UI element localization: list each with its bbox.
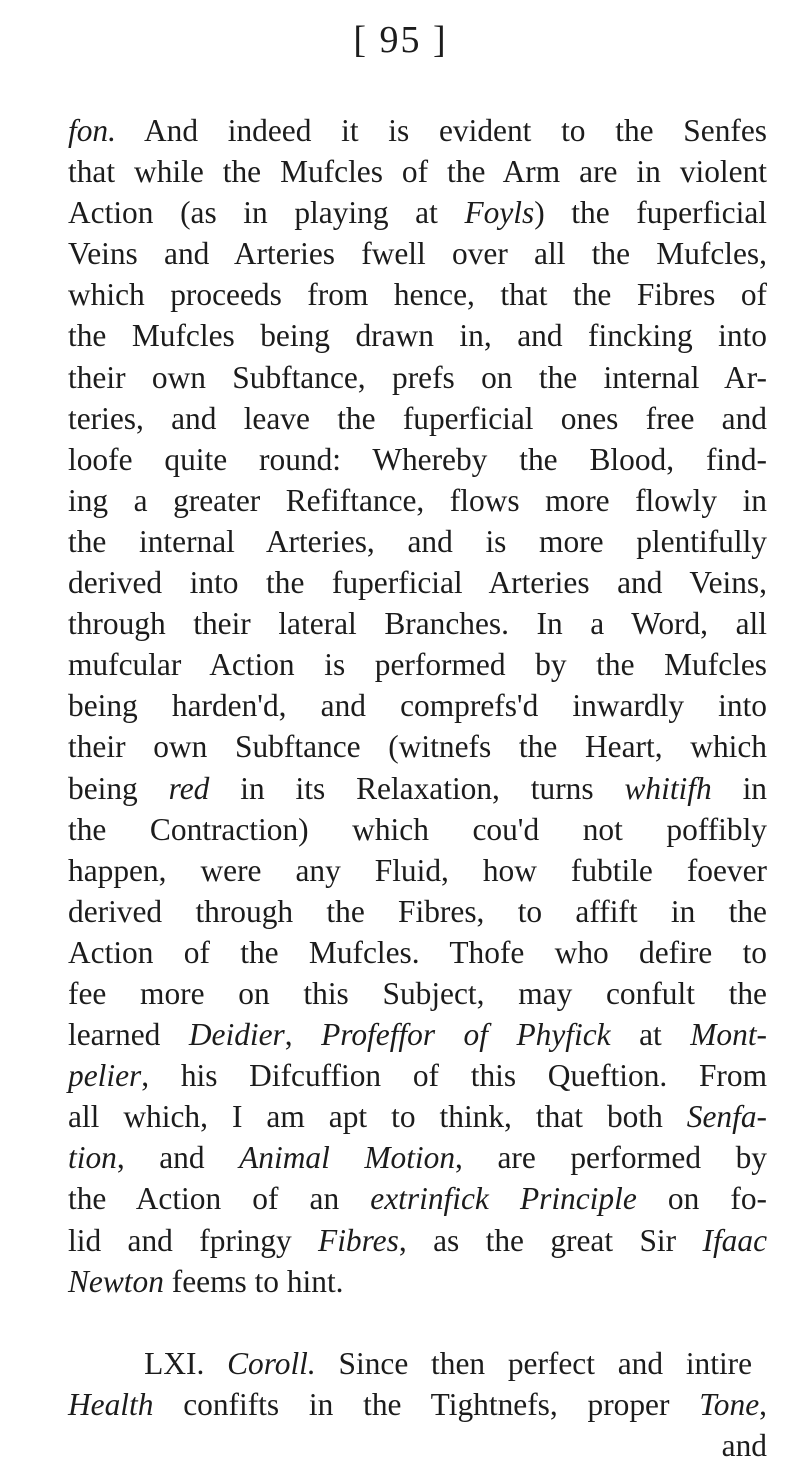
text-segment: the Mufcles being drawn in, and fincking into bbox=[68, 318, 767, 354]
italic-text: Animal Motion bbox=[239, 1140, 456, 1176]
text-line bbox=[68, 562, 767, 603]
text-segment: fee more on this Subject, may confult the bbox=[68, 975, 767, 1011]
text-line bbox=[68, 233, 767, 274]
text-line bbox=[68, 850, 767, 891]
text-line bbox=[68, 809, 767, 850]
italic-text: Coroll. bbox=[227, 1345, 316, 1381]
text-line bbox=[68, 1014, 767, 1055]
italic-text: extrinfick Principle bbox=[370, 1181, 637, 1217]
text-segment: loofe quite round: Whereby the Blood, find- bbox=[68, 441, 767, 477]
text-segment: at bbox=[610, 1017, 691, 1053]
text-line bbox=[68, 1302, 767, 1343]
text-segment: , his Difcuffion of this Queftion. From bbox=[141, 1058, 767, 1094]
text-segment: And indeed it is evident to the Senfes bbox=[115, 113, 767, 148]
text-segment: , are performed by bbox=[455, 1140, 767, 1176]
text-line bbox=[68, 521, 767, 562]
text-line bbox=[68, 685, 767, 726]
italic-text: pelier bbox=[68, 1058, 142, 1094]
text-segment: all which, I am apt to think, that both bbox=[68, 1099, 687, 1135]
text-segment: , bbox=[759, 1386, 767, 1422]
italic-text: tion bbox=[68, 1140, 117, 1176]
text-segment: in its Relaxation, turns bbox=[209, 770, 625, 806]
text-segment: the internal Arteries, and is more plentifully bbox=[68, 523, 767, 559]
text-line bbox=[68, 973, 767, 1014]
italic-text: Foyls bbox=[464, 195, 535, 231]
text-segment: through their lateral Branches. In a Word, all bbox=[68, 606, 767, 642]
text-segment: the Action of an bbox=[68, 1181, 371, 1217]
text-line bbox=[68, 439, 767, 480]
italic-text: Newton bbox=[68, 1263, 164, 1299]
text-line bbox=[68, 1220, 767, 1261]
text-segment: being harden'd, and comprefs'd inwardly into bbox=[68, 688, 767, 724]
text-line bbox=[68, 1096, 767, 1137]
text-segment: lid and fpringy bbox=[68, 1222, 319, 1258]
text-segment: , and bbox=[116, 1140, 240, 1176]
text-segment: their own Subftance (witnefs the Heart, which bbox=[68, 729, 767, 765]
page-number: [ 95 ] bbox=[353, 19, 448, 61]
text-line bbox=[68, 480, 767, 521]
text-segment: which proceeds from hence, that the Fibres of bbox=[68, 277, 767, 313]
text-segment: LXI. bbox=[68, 1345, 228, 1381]
text-segment: Action (as in playing at bbox=[68, 195, 465, 231]
italic-text: Mont- bbox=[690, 1017, 767, 1053]
text-line bbox=[68, 644, 767, 685]
text-segment: Since then perfect and intire bbox=[315, 1345, 753, 1381]
text-segment: confifts in the Tightnefs, proper bbox=[153, 1386, 700, 1422]
text-line bbox=[68, 398, 767, 439]
text-segment: Veins and Arteries fwell over all the Mufcles, bbox=[68, 236, 767, 272]
text-segment: on fo- bbox=[636, 1181, 767, 1217]
text-segment: ) the fuperficial bbox=[534, 195, 767, 231]
text-segment: their own Subftance, prefs on the internal Ar- bbox=[68, 359, 767, 395]
text-segment: Action of the Mufcles. Thofe who defire to bbox=[68, 934, 767, 970]
text-line bbox=[68, 151, 767, 192]
text-line bbox=[68, 1055, 767, 1096]
catchword-line bbox=[68, 1425, 767, 1466]
text-line bbox=[68, 1261, 767, 1302]
text-line bbox=[68, 1178, 767, 1219]
text-line bbox=[68, 726, 767, 767]
italic-text: whitifh bbox=[624, 770, 712, 806]
italic-text: Tone bbox=[699, 1386, 760, 1422]
text-line bbox=[68, 110, 767, 151]
italic-text: Deidier bbox=[188, 1017, 285, 1053]
text-line bbox=[68, 315, 767, 356]
text-line bbox=[68, 768, 767, 809]
italic-text: fon. bbox=[68, 113, 116, 148]
italic-text: Ifaac bbox=[702, 1222, 767, 1258]
text-line bbox=[68, 932, 767, 973]
text-line bbox=[68, 603, 767, 644]
italic-text: Senfa- bbox=[686, 1099, 767, 1135]
text-segment: derived through the Fibres, to affift in the bbox=[68, 893, 767, 929]
text-line bbox=[68, 192, 767, 233]
text-segment: that while the Mufcles of the Arm are in violent bbox=[68, 154, 767, 190]
italic-text: red bbox=[168, 770, 210, 806]
catchword: and bbox=[721, 1428, 767, 1463]
text-line bbox=[68, 1384, 767, 1425]
text-line bbox=[68, 357, 767, 398]
italic-text: Profeffor of Phyfick bbox=[321, 1017, 611, 1053]
text-segment: ing a greater Refiftance, flows more flowly in bbox=[68, 482, 767, 518]
text-line bbox=[68, 1137, 767, 1178]
body-text bbox=[0, 110, 801, 1466]
text-segment: mufcular Action is performed by the Mufcles bbox=[68, 647, 767, 683]
text-line bbox=[68, 1343, 767, 1384]
text-segment: , as the great Sir bbox=[398, 1222, 703, 1258]
text-segment: feems to hint. bbox=[163, 1263, 344, 1299]
text-segment: the Contraction) which cou'd not poffibly bbox=[68, 811, 767, 847]
text-line bbox=[68, 274, 767, 315]
text-segment: , bbox=[284, 1017, 322, 1053]
text-segment: happen, were any Fluid, how fubtile foever bbox=[68, 852, 767, 888]
text-segment: derived into the fuperficial Arteries and Veins, bbox=[68, 565, 767, 601]
text-segment: in bbox=[711, 770, 767, 806]
italic-text: Health bbox=[68, 1386, 154, 1422]
text-segment: teries, and leave the fuperficial ones free and bbox=[68, 400, 767, 436]
text-segment: learned bbox=[68, 1017, 189, 1053]
text-line bbox=[68, 891, 767, 932]
text-segment: being bbox=[68, 770, 169, 806]
italic-text: Fibres bbox=[318, 1222, 399, 1258]
